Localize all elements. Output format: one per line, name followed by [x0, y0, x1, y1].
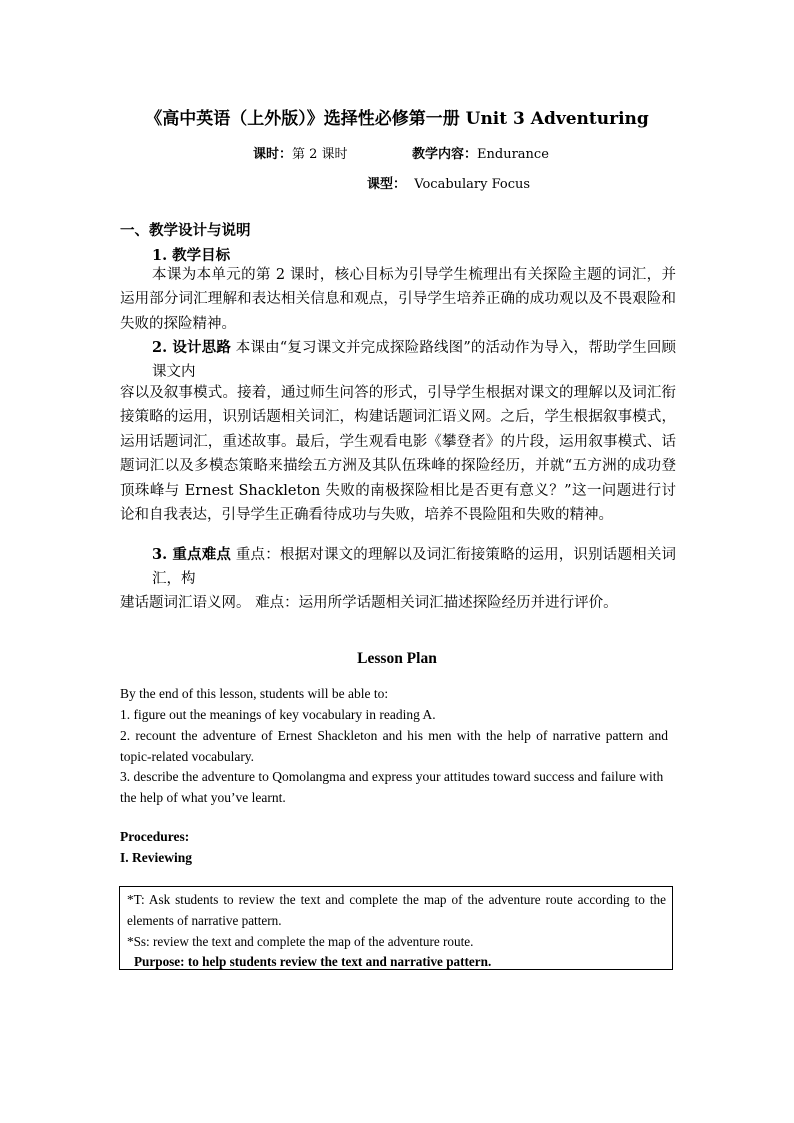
- content-value: Endurance: [477, 147, 549, 162]
- section-heading: 一、教学设计与说明: [120, 222, 251, 239]
- activity-box: [119, 886, 673, 970]
- objective-item: 1. figure out the meanings of key vocabulary in reading A.: [120, 707, 436, 722]
- key-paragraph: 建话题词汇语义网。 难点：运用所学话题相关词汇描述探险经历并进行评价。: [120, 595, 618, 611]
- objective-item: 3. describe the adventure to Qomolangma and express your attitudes toward success and failure with the help of what you’ve learnt.: [120, 769, 664, 805]
- objective-item: 2. recount the adventure of Ernest Shackleton and his men with the help of narrative pattern and topic-related vocabulary.: [120, 728, 668, 764]
- key-lead-paragraph: [120, 543, 676, 592]
- key-text-first: 重点：根据对课文的理解以及词汇衔接策略的运用，识别话题相关词汇，构: [152, 547, 677, 588]
- type-label: 课型：: [367, 177, 407, 192]
- idea-heading: 2. 设计思路: [152, 339, 232, 356]
- key-heading: 3. 重点难点: [152, 546, 232, 563]
- teacher-activity: *T: Ask students to review the text and complete the map of the adventure route according to the elements of narrative pattern.: [127, 892, 666, 928]
- step-reviewing-label: I. Reviewing: [120, 850, 192, 865]
- content-info: [412, 143, 549, 162]
- idea-lead-paragraph: [120, 336, 676, 385]
- student-activity: *Ss: review the text and complete the map of the adventure route.: [127, 933, 474, 949]
- idea-text-first: 本课由“复习课文并完成探险路线图”的活动作为导入，帮助学生回顾课文内: [152, 340, 677, 381]
- type-value: Vocabulary Focus: [414, 177, 531, 192]
- lesson-plan-title: Lesson Plan: [357, 650, 437, 667]
- type-info: [367, 173, 530, 192]
- lesson-label: 课时：: [253, 147, 293, 162]
- goal-heading: 1. 教学目标: [152, 247, 231, 264]
- goal-paragraph: 本课为本单元的第 2 课时，核心目标为引导学生梳理出有关探险主题的词汇，并运用部分词汇理解和表达相关信息和观点，引导学生培养正确的成功观以及不畏艰险和失败的探险精神。: [120, 267, 676, 332]
- idea-paragraph: 容以及叙事模式。接着，通过师生问答的形式，引导学生根据对课文的理解以及词汇衔接策略的运用，识别话题相关词汇，构建话题词汇语义网。之后，学生根据叙事模式，运用话题词汇，重述故事。最后，学生观看电影《攀登者》的片段，运用叙事模式、话题词汇以及多模态策略来描绘五方洲及其队伍珠峰的探险经历，并就“五方洲的成功登顶珠峰与 Ernest Shackleton 失败的南极探险相比是否更有意义？”这一问题进行讨论和自我表达，引导学生正确看待成功与失败，培养不畏险阻和失败的精神。: [120, 385, 676, 524]
- lesson-value: 第 2 课时: [292, 147, 348, 162]
- objectives-intro: By the end of this lesson, students will be able to:: [120, 686, 389, 701]
- procedures-label: Procedures:: [120, 829, 190, 844]
- lesson-info: [253, 143, 348, 162]
- content-label: 教学内容：: [412, 147, 478, 162]
- activity-purpose: Purpose: to help students review the text and narrative pattern.: [134, 954, 492, 970]
- document-title: 《高中英语（上外版）》选择性必修第一册 Unit 3 Adventuring: [145, 109, 649, 129]
